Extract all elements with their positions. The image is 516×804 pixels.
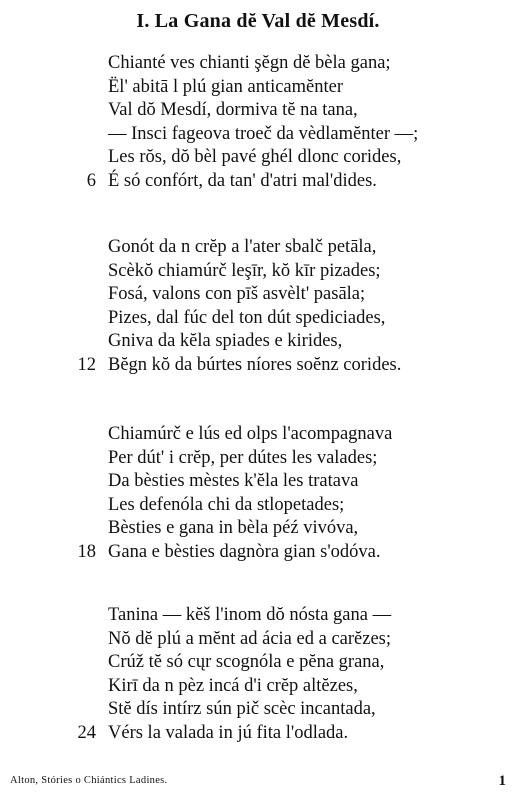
verse-text: Les rŏs, dŏ bèl pavé ghél dlonc corides,: [108, 147, 402, 168]
verse-line: [0, 494, 516, 518]
verse-line: [0, 123, 516, 147]
verse-line: [0, 236, 516, 260]
verse-line: [0, 541, 516, 565]
footer-source: Alton, Stóries o Chiántics Ladines.: [10, 775, 168, 786]
verse-text: Fosá, valons con pīš asvèlt' pasāla;: [108, 284, 366, 305]
stanza-4: [0, 604, 516, 746]
verse-line: [0, 52, 516, 76]
line-number: 12: [77, 354, 96, 375]
verse-text: Bèsties e gana in bèla péź vivóva,: [108, 518, 359, 539]
line-number: 24: [77, 722, 96, 743]
stanza-3: [0, 423, 516, 565]
verse-text: Val dŏ Mesdí, dormiva tĕ na tana,: [108, 100, 358, 121]
verse-line: [0, 517, 516, 541]
verse-text: Tanina — kĕš l'inom dŏ nósta gana —: [108, 605, 392, 625]
verse-line: [0, 283, 516, 307]
verse-line: [0, 423, 516, 447]
verse-text: Gniva da kĕla spiades e kirides,: [108, 331, 343, 352]
verse-text: Nŏ dĕ plú a mĕnt ad ácia ed a carĕzes;: [108, 628, 392, 649]
verse-line: [0, 722, 516, 746]
poem-title: I. La Gana dĕ Val dĕ Mesdí.: [136, 10, 380, 32]
line-number: 18: [77, 541, 96, 562]
verse-line: [0, 307, 516, 331]
verse-line: [0, 447, 516, 471]
verse-text: Stĕ dís intírz sún pič scèc incantada,: [108, 699, 376, 720]
verse-line: [0, 99, 516, 123]
verse-line: [0, 260, 516, 284]
verse-text: Gonót da n crĕp a l'ater sbalč petāla,: [108, 237, 377, 257]
verse-text: Gana e bèsties dagnòra gian s'odóva.: [108, 541, 381, 562]
verse-line: [0, 146, 516, 170]
verse-text: É só confórt, da tan' d'atri mal'dides.: [108, 170, 377, 191]
verse-text: Les defenóla chi da stlopetades;: [108, 494, 345, 515]
verse-line: [0, 651, 516, 675]
verse-line: [0, 170, 516, 194]
verse-text: Bĕgn kŏ da búrtes níores soĕnz corides.: [108, 354, 402, 375]
verse-line: [0, 698, 516, 722]
verse-line: [0, 76, 516, 100]
verse-text: Da bèsties mèstes k'ĕla les tratava: [108, 471, 359, 492]
verse-text: Pizes, dal fúc del ton dút spediciades,: [108, 307, 386, 328]
verse-text: Vérs la valada in jú fita l'odlada.: [108, 722, 349, 743]
page-number: 1: [498, 773, 506, 789]
stanza-2: [0, 236, 516, 378]
stanza-1: [0, 52, 516, 194]
verse-text: Ël' abitā l plú gian anticamĕnter: [108, 76, 344, 97]
verse-text: Kirī da n pèz incá d'i crĕp altĕzes,: [108, 675, 358, 696]
verse-text: Chianté ves chianti şĕgn dĕ bèla gana;: [108, 53, 391, 73]
verse-text: Crúž tĕ só cųr scognóla e pĕna grana,: [108, 652, 385, 673]
verse-line: [0, 675, 516, 699]
verse-text: Chiamúrč e lús ed olps l'acompagnava: [108, 424, 393, 444]
verse-text: — Insci fageova troeč da vèdlamĕnter —;: [108, 123, 419, 144]
page-footer: [10, 772, 506, 790]
line-number: 6: [86, 170, 96, 191]
verse-line: [0, 354, 516, 378]
verse-line: [0, 604, 516, 628]
verse-line: [0, 628, 516, 652]
verse-text: Per dút' i crĕp, per dútes les valades;: [108, 447, 378, 468]
verse-text: Scèkŏ chiamúrč leşīr, kŏ kīr pizades;: [108, 260, 381, 281]
verse-line: [0, 330, 516, 354]
verse-line: [0, 470, 516, 494]
